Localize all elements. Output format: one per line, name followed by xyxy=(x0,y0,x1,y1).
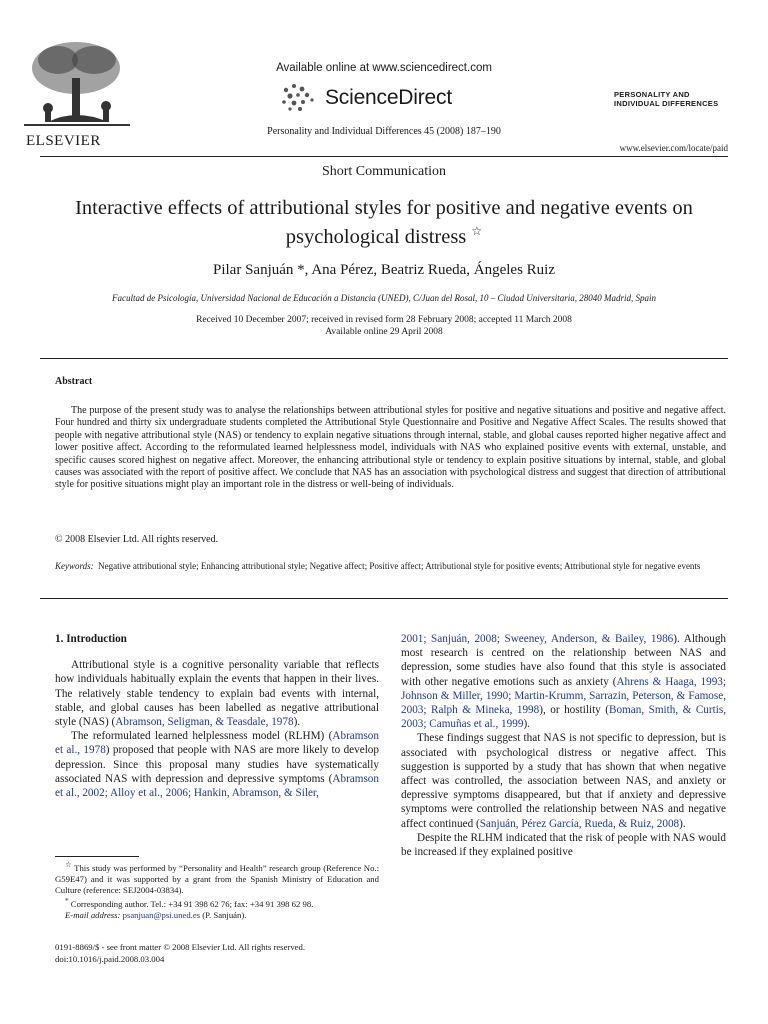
keywords-text: Negative attributional style; Enhancing attributional style; Negative affect; Positive affect; Attributional style for positive events; Attributional style for negative events xyxy=(98,561,701,571)
paragraph-4: Despite the RLHM indicated that the risk of people with NAS would be increased if they explained positive xyxy=(401,831,726,859)
column-left xyxy=(55,632,379,800)
keywords xyxy=(55,561,726,573)
received-dates: Received 10 December 2007; received in revised form 28 February 2008; accepted 11 March 2008 xyxy=(196,315,572,325)
journal-citation: Personality and Individual Differences 45 (2008) 187–190 xyxy=(267,126,501,137)
article-title-text: Interactive effects of attributional styles for positive and negative events on psychological distress xyxy=(75,197,693,248)
title-footnote-star[interactable]: ☆ xyxy=(471,224,483,238)
abstract-divider xyxy=(40,358,728,359)
paragraph-1: Attributional style is a cognitive personality variable that reflects how individuals habitually explain the events that happen in their lives. The relatively stable tendency to explain bad events with internal, stable, and global causes has been labelled as negative attributional style (NAS) (Abramson, Seligman, & Teasdale, 1978). xyxy=(55,659,379,729)
online-date: Available online 29 April 2008 xyxy=(325,327,443,337)
keywords-divider xyxy=(40,598,728,599)
paragraph-2: The reformulated learned helplessness model (RLHM) (Abramson et al., 1978) proposed that people with NAS are more likely to develop depression. Since this proposal many studies have systematically associated NAS with depression and depressive symptoms (Abramson et al., 2002; Alloy et al., 2006; Hankin, Abramson, & Siler, xyxy=(55,730,379,800)
email-footnote: E-mail address: psanjuan@psi.uned.es (P. Sanjuán). xyxy=(65,909,247,920)
abstract-heading: Abstract xyxy=(55,376,93,387)
footnote-divider xyxy=(55,856,139,857)
citation-link[interactable]: Abramson et al., 2002; Alloy et al., 2006; Hankin, Abramson, & Siler, xyxy=(55,772,379,800)
journal-logo-line-2: INDIVIDUAL DIFFERENCES xyxy=(614,99,719,108)
citation-link[interactable]: 2001; Sanjuán, 2008; Sweeney, Anderson, & Bailey, 1986 xyxy=(401,633,674,645)
funding-footnote: ☆ This study was performed by “Personality and Health” research group (Reference No.: G59E47) and it was supported by a grant from the Spanish Ministry of Education and Culture (reference: SEJ2004-03834). xyxy=(55,861,380,895)
keywords-label: Keywords: xyxy=(55,561,94,571)
email-link[interactable]: psanjuan@psi.uned.es xyxy=(122,909,201,920)
journal-logo-line-1: PERSONALITY AND xyxy=(614,90,690,99)
citation-link[interactable]: Ahrens & Haaga, 1993; Johnson & Miller, 1990; Martin-Krumm, Sarrazin, Peterson, & Famose, 2003; Ralph & Mineka, 1998 xyxy=(401,675,726,717)
abstract-body: The purpose of the present study was to analyse the relationships between attributional styles for positive and negative situations and positive and negative affect. Four hundred and thirty six undergraduate students completed the Attributional Style Questionnaire and Positive and Negative Affect Scales. The results showed that people with negative attributional style (NAS) or tendency to explain negative situations through internal, stable, and global causes reported higher negative affect and lower positive affect. According to the reformulated learned helplessness model, individuals with NAS who explained positive events with external, unstable, and specific causes scored highest on negative affect. Moreover, the enhancing attributional style or tendency to explain positive situations by internal, stable, and global causes was associated with the report of positive affect. We conclude that NAS has an association with psychological distress and suggest that direction of attributional style for positive situations might play an important role in the distress or well-being of individuals. xyxy=(55,405,726,491)
section-heading: 1. Introduction xyxy=(55,633,127,645)
corresponding-author-footnote: * Corresponding author. Tel.: +34 91 398 62 76; fax: +34 91 398 62 98. xyxy=(65,896,314,909)
front-matter xyxy=(55,942,305,965)
affiliation: Facultad de Psicología, Universidad Nacional de Educación a Distancia (UNED), C/Juan del Rosal, 10 – Ciudad Universitaria, 28040 Madrid, Spain xyxy=(112,293,656,303)
citation-link[interactable]: Abramson, Seligman, & Teasdale, 1978 xyxy=(115,716,294,729)
paragraph-2-continued: 2001; Sanjuán, 2008; Sweeney, Anderson, & Bailey, 1986). Although most research is centred on the relationship between NAS and depression, some studies have also found that this style is associated with other negative emotions such as anxiety (Ahrens & Haaga, 1993; Johnson & Miller, 1990; Martin-Krumm, Sarrazin, Peterson, & Famose, 2003; Ralph & Mineka, 1998), or hostility (Boman, Smith, & Curtis, 2003; Camuñas et al., 1999). xyxy=(401,633,727,731)
sciencedirect-wordmark: ScienceDirect xyxy=(325,86,452,109)
abstract-copyright: © 2008 Elsevier Ltd. All rights reserved. xyxy=(55,534,219,545)
citation-link[interactable]: Sanjuán, Pérez García, Rueda, & Ruiz, 2008 xyxy=(479,817,680,830)
publisher-name: ELSEVIER xyxy=(26,133,101,149)
issn-line: 0191-8869/$ - see front matter © 2008 Elsevier Ltd. All rights reserved. xyxy=(55,942,306,952)
footnotes xyxy=(55,860,379,921)
header-divider xyxy=(40,156,728,157)
paragraph-3: These findings suggest that NAS is not specific to depression, but is associated with psychological distress or negative affect. This suggestion is supported by a study that has shown that when negative affect was controlled, the association between NAS, and anxiety or depressive symptoms disappeared, but that if anxiety and depressive symptoms were controlled the relationship between NAS and negative affect continued (Sanjuán, Pérez García, Rueda, & Ruiz, 2008). xyxy=(401,732,726,830)
journal-logo-text xyxy=(614,90,718,108)
citation-link[interactable]: Boman, Smith, & Curtis, 2003; Camuñas et al., 1999 xyxy=(401,704,726,731)
article-title xyxy=(70,197,698,249)
doi-line[interactable]: doi:10.1016/j.paid.2008.03.004 xyxy=(55,953,165,964)
journal-website[interactable]: www.elsevier.com/locate/paid xyxy=(619,143,728,153)
article-dates xyxy=(0,314,768,338)
available-online-line: Available online at www.sciencedirect.com xyxy=(276,62,492,74)
citation-link[interactable]: Abramson et al., 1978 xyxy=(55,730,379,757)
column-right xyxy=(401,632,726,859)
article-type: Short Communication xyxy=(321,164,447,179)
author-list: Pilar Sanjuán *, Ana Pérez, Beatriz Rueda, Ángeles Ruiz xyxy=(213,262,555,278)
